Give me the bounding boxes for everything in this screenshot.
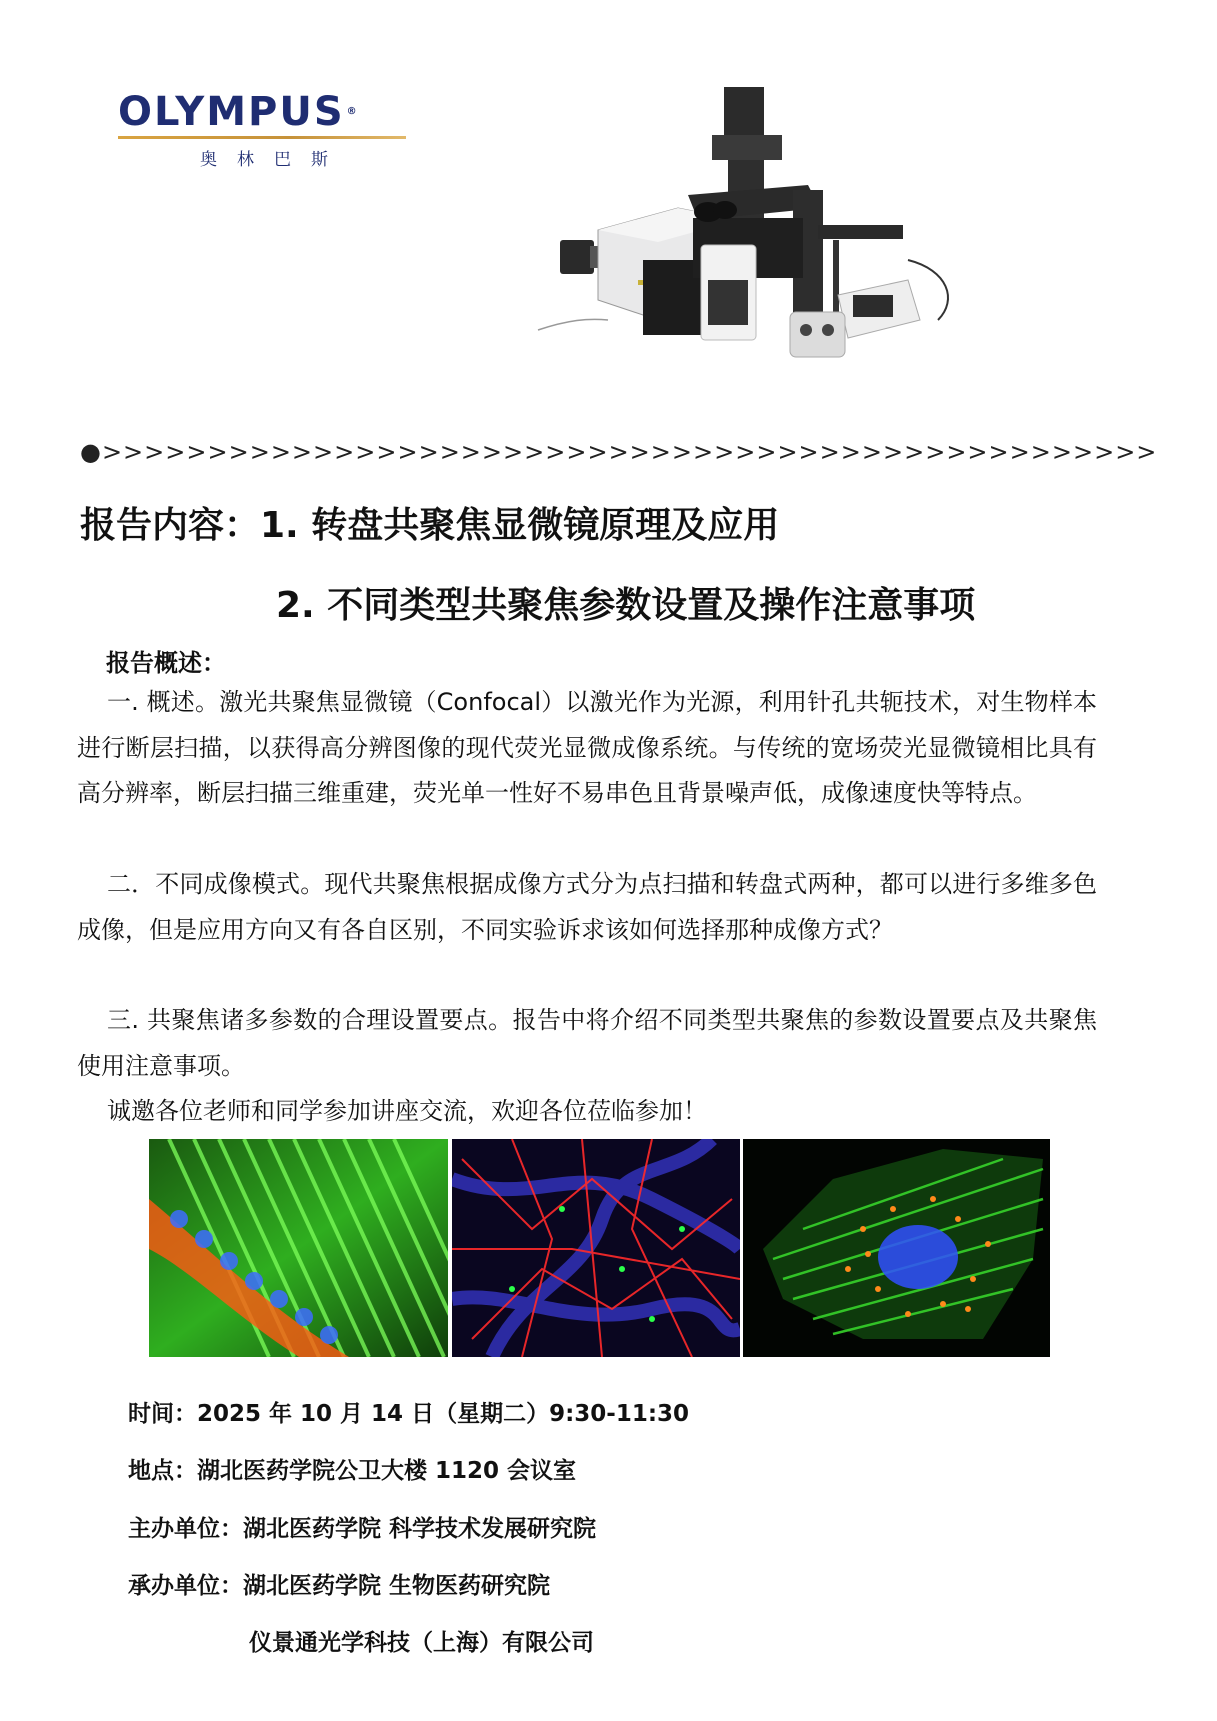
overview-paragraph-1: 一. 概述。激光共聚焦显微镜（Confocal）以激光作为光源，利用针孔共轭技术，对生物样本进行断层扫描，以获得高分辨图像的现代荧光显微成像系统。与传统的宽场荧光显微镜相比具有高分辨率，断层扫描三维重建，荧光单一性好不易串色且背景噪声低，成像速度快等特点。	[77, 688, 1097, 807]
invitation-text: 诚邀各位老师和同学参加讲座交流，欢迎各位莅临参加！	[107, 1097, 707, 1125]
arrow-separator: ●>>>>>>>>>>>>>>>>>>>>>>>>>>>>>>>>>>>>>>>>>>>>>>>>>>	[80, 438, 1158, 466]
event-time: 时间：2025 年 10 月 14 日（星期二）9:30-11:30	[128, 1401, 690, 1427]
event-place: 地点：湖北医药学院公卫大楼 1120 会议室	[128, 1458, 577, 1484]
fluorescence-image-cell	[743, 1139, 1050, 1357]
overview-paragraph-2: 二．不同成像模式。现代共聚焦根据成像方式分为点扫描和转盘式两种，都可以进行多维多色成像，但是应用方向又有各自区别，不同实验诉求该如何选择那种成像方式？	[77, 870, 1097, 944]
event-organizer-2: 仪景通光学科技（上海）有限公司	[249, 1630, 594, 1656]
logo-gold-bar	[118, 136, 406, 139]
report-heading-1: 报告内容：1. 转盘共聚焦显微镜原理及应用	[80, 505, 780, 546]
event-host: 主办单位：湖北医药学院 科学技术发展研究院	[128, 1516, 597, 1542]
logo-chinese-name: 奥林巴斯	[200, 150, 348, 170]
event-organizer: 承办单位：湖北医药学院 生物医药研究院	[128, 1573, 551, 1599]
confocal-microscope-image	[528, 80, 1028, 400]
olympus-logo	[118, 89, 418, 172]
logo-wordmark: OLYMPUS	[118, 89, 345, 135]
fluorescence-image-neurons	[452, 1139, 740, 1357]
registered-mark: ®	[346, 106, 359, 117]
microscope-illustration	[528, 80, 1028, 400]
overview-paragraph-3: 三. 共聚焦诸多参数的合理设置要点。报告中将介绍不同类型共聚焦的参数设置要点及共聚焦使用注意事项。	[77, 1006, 1097, 1080]
overview-label: 报告概述：	[106, 649, 226, 677]
report-heading-2: 2. 不同类型共聚焦参数设置及操作注意事项	[276, 585, 976, 626]
fluorescence-image-cochlea	[149, 1139, 448, 1357]
